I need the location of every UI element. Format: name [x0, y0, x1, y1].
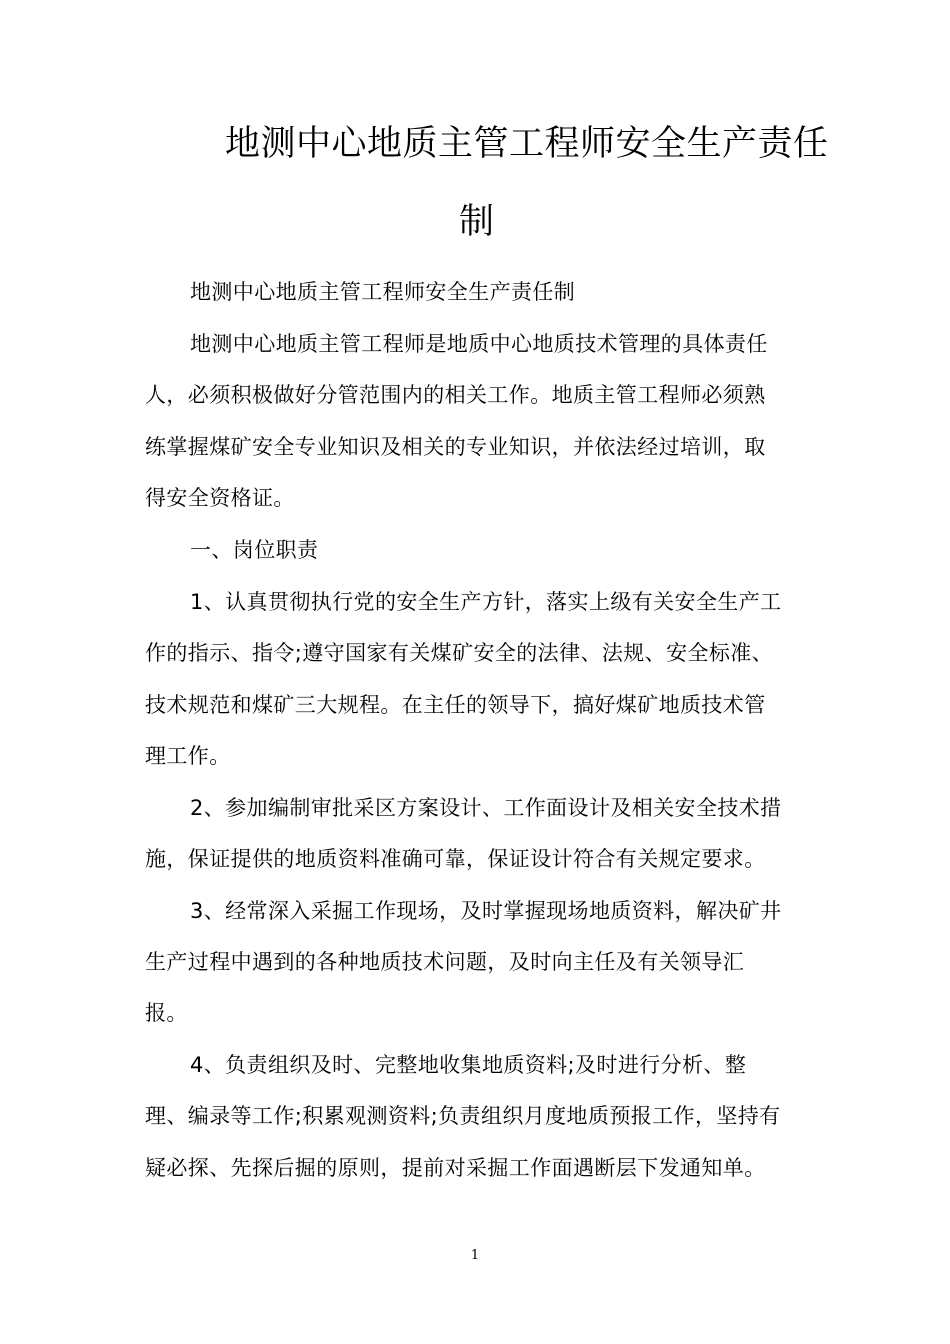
paragraph-line: 得安全资格证。 — [145, 486, 295, 510]
paragraph-line: 3、经常深入采掘工作现场，及时掌握现场地质资料，解决矿井 — [190, 899, 782, 923]
paragraph-line: 人，必须积极做好分管范围内的相关工作。地质主管工程师必须熟 — [145, 383, 766, 407]
paragraph-line: 施，保证提供的地质资料准确可靠，保证设计符合有关规定要求。 — [145, 847, 766, 871]
document-subtitle: 地测中心地质主管工程师安全生产责任制 — [190, 280, 576, 304]
document-title-line-1: 地测中心地质主管工程师安全生产责任 — [225, 124, 829, 164]
paragraph-line: 作的指示、指令;遵守国家有关煤矿安全的法律、法规、安全标准、 — [145, 641, 774, 665]
section-heading: 一、岗位职责 — [190, 538, 319, 562]
document-title-line-2: 制 — [459, 202, 495, 242]
paragraph-line: 报。 — [145, 1001, 188, 1025]
paragraph-line: 生产过程中遇到的各种地质技术问题，及时向主任及有关领导汇 — [145, 950, 745, 974]
paragraph-line: 2、参加编制审批采区方案设计、工作面设计及相关安全技术措 — [190, 796, 782, 820]
paragraph-line: 地测中心地质主管工程师是地质中心地质技术管理的具体责任 — [190, 332, 768, 356]
page-number: 1 — [470, 1248, 480, 1263]
paragraph-line: 练掌握煤矿安全专业知识及相关的专业知识，并依法经过培训，取 — [145, 435, 766, 459]
paragraph-line: 技术规范和煤矿三大规程。在主任的领导下，搞好煤矿地质技术管 — [145, 693, 766, 717]
paragraph-line: 疑必探、先探后掘的原则，提前对采掘工作面遇断层下发通知单。 — [145, 1156, 766, 1180]
paragraph-line: 理、编录等工作;积累观测资料;负责组织月度地质预报工作，坚持有 — [145, 1104, 781, 1128]
paragraph-line: 4、负责组织及时、完整地收集地质资料;及时进行分析、整 — [190, 1053, 747, 1077]
paragraph-line: 理工作。 — [145, 744, 231, 768]
paragraph-line: 1、认真贯彻执行党的安全生产方针，落实上级有关安全生产工 — [190, 590, 782, 614]
